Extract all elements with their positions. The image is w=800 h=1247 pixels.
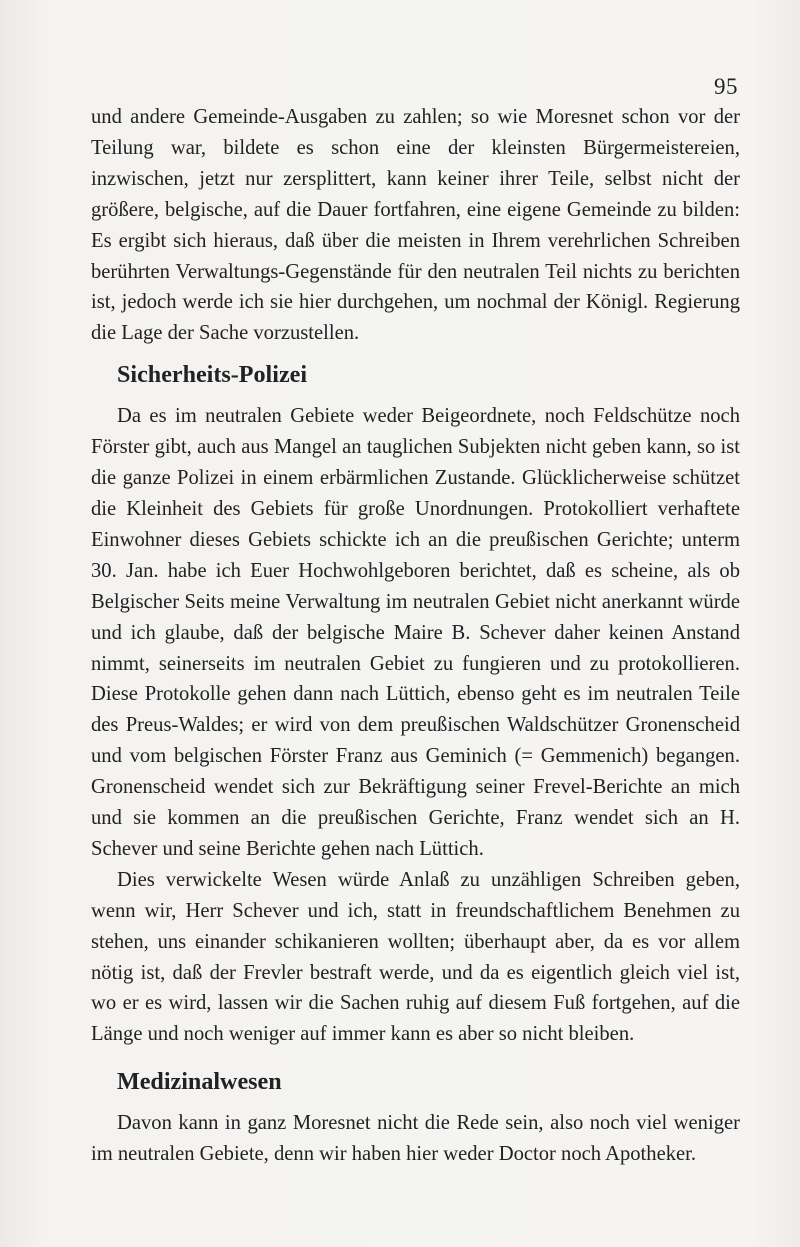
spacer (91, 349, 740, 359)
medizinalwesen-paragraph: Davon kann in ganz Moresnet nicht die Rede sein, also noch viel weniger im neutralen Gebiete, denn wir haben hier weder Doctor noch Apotheker. (91, 1112, 740, 1166)
section-heading-medizinalwesen: Medizinalwesen (117, 1069, 282, 1096)
polizei-paragraph-2: Dies verwickelte Wesen würde Anlaß zu unzähligen Schreiben geben, wenn wir, Herr Schever und ich, statt in freundschaftlichem Benehmen zu stehen, uns einander schikanieren wollten; überhaupt aber, da es vor allem nötig ist, daß der Frevler bestraft werde, und da es eigentlich gleich viel ist, wo er es wird, lassen wir die Sachen ruhig auf diesem Fuß fortgehen, auf die Länge und noch weniger auf immer kann es aber so nicht bleiben. (91, 868, 740, 1046)
page-number: 95 (714, 74, 738, 99)
polizei-paragraph-1: Da es im neutralen Gebiete weder Beigeordnete, noch Feldschütze noch Förster gibt, auch aus Mangel an tauglichen Subjekten nicht geben kann, so ist die ganze Polizei in einem erbärmlichen Zustande. Glücklicherweise schützet die Kleinheit des Gebiets für große Unordnungen. Protokolliert verhaftete Einwohner dieses Gebiets schickte ich an die preußischen Gerichte; unterm 30. Jan. habe ich Euer Hochwohlgeboren berichtet, daß es scheine, als ob Belgischer Seits meine Verwaltung im neutralen Gebiet nicht anerkannt würde und ich glaube, daß der belgische Maire B. Schever daher keinen Anstand nimmt, seinerseits im neutralen Gebiet zu fungieren und zu protokollieren. Diese Protokolle gehen dann nach Lüttich, ebenso geht es im neutralen Teile des Preus-Waldes; er wird von dem preußischen Waldschützer Gronenscheid und vom belgischen Förster Franz aus Geminich (= Gemmenich) begangen. Gronenscheid wendet sich zur Bekräftigung seiner Frevel-Berichte an mich und sie kommen an die preußischen Gerichte, Franz wendet sich an H. Schever und seine Berichte gehen nach Lüttich. (91, 405, 740, 860)
spacer (91, 391, 740, 401)
intro-paragraph: und andere Gemeinde-Ausgaben zu zahlen; so wie Moresnet schon vor der Teilung war, bildete es schon eine der kleinsten Bürgermeistereien, inzwischen, jetzt nur zersplittert, kann keiner ihrer Teile, selbst nicht der größere, belgische, auf die Dauer fortfahren, eine eigene Gemeinde zu bilden: Es ergibt sich hieraus, daß über die meisten in Ihrem verehrlichen Schreiben berührten Verwaltungs-Gegenstände für den neutralen Teil nichts zu berichten ist, jedoch werde ich sie hier durchgehen, um nochmal der Königl. Regierung die Lage der Sache vorzustellen. (91, 106, 740, 345)
section-heading-sicherheits-polizei: Sicherheits-Polizei (117, 362, 308, 389)
spacer (91, 1098, 740, 1108)
spacer (91, 1050, 740, 1066)
page-body (91, 102, 740, 1170)
